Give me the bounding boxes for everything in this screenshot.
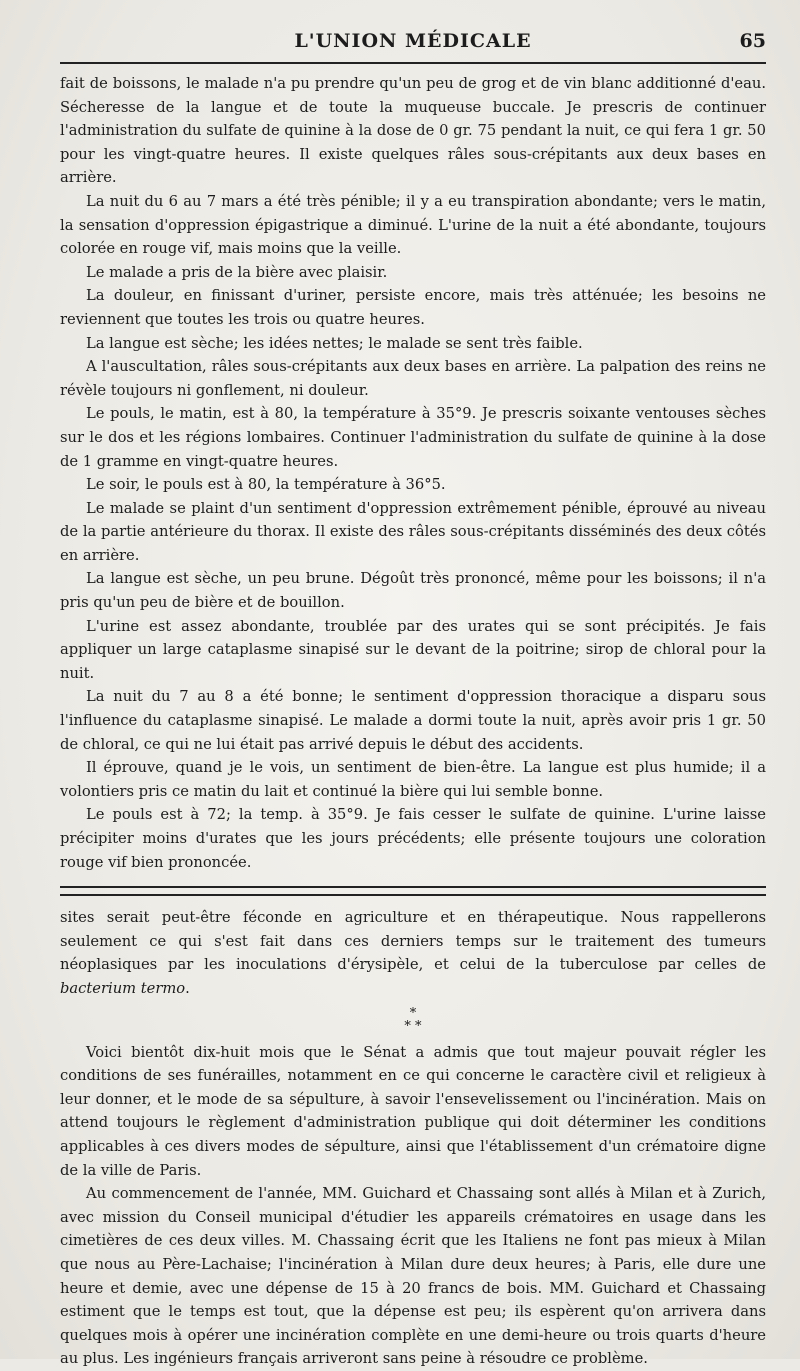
- paragraph: L'urine est assez abondante, troublée par des urates qui se sont précipités. Je fais appliquer un large cataplasme sinapisé sur le devant de la poitrine; sirop de chloral pour la nuit.: [60, 617, 766, 682]
- paragraph: Le malade a pris de la bière avec plaisir.: [86, 263, 388, 281]
- asterism-bottom: * *: [404, 1018, 422, 1034]
- opening-text: sites serait peut-être féconde en agriculture et en thérapeutique. Nous rappellerons seulement ce qui s'est fait dans ces derniers temps sur le traitement des tumeurs néoplasiques par les inoculations d'érysipèle, et celui de la tuberculose par celles de: [60, 909, 766, 974]
- paragraph: Le malade se plaint d'un sentiment d'oppression extrêmement pénible, éprouvé au niveau de la partie antérieure du thorax. Il existe des râles sous-crépitants disséminés des deux côtés en arrière.: [60, 499, 766, 564]
- page-header: [60, 26, 766, 64]
- paragraph: La langue est sèche; les idées nettes; le malade se sent très faible.: [86, 334, 583, 352]
- paragraph: La langue est sèche, un peu brune. Dégoût très prononcé, même pour les boissons; il n'a pris qu'un peu de bière et de bouillon.: [60, 570, 766, 612]
- opening-paragraph: [60, 906, 766, 1000]
- paragraph: Le soir, le pouls est à 80, la température à 36°5.: [86, 476, 446, 494]
- paragraph: La nuit du 6 au 7 mars a été très pénible; il y a eu transpiration abondante; vers le matin, la sensation d'oppression épigastrique a diminué. L'urine de la nuit a été abondante, toujours colorée en rouge vif, mais moins que la veille.: [60, 192, 766, 258]
- section-divider: [60, 886, 766, 896]
- paragraph: Au commencement de l'année, MM. Guichard et Chassaing sont allés à Milan et à Zurich, avec mission du Conseil municipal d'étudier les appareils crématoires en usage dans les cimetières de ces deux villes. M. Chassaing écrit que les Italiens ne font pas mieux à Milan que nous au Père-Lachaise; l'incinération à Milan dure deux heures; à Paris, elle dure une heure et demie, avec une dépense de 15 à 20 francs de bois. MM. Guichard et Chassaing estiment que le temps est tout, que la dépense est peu; ils espèrent qu'on arrivera dans quelques mois à opérer une incinération complète en une demi-heure ou trois quarts d'heure au plus. Les ingénieurs français arriveront sans peine à résoudre ce problème.: [60, 1185, 766, 1368]
- paragraph: La douleur, en finissant d'uriner, persiste encore, mais très atténuée; les besoins ne reviennent que toutes les trois ou quatre heures.: [60, 287, 766, 328]
- paragraph: Le pouls est à 72; la temp. à 35°9. Je fais cesser le sulfate de quinine. L'urine laisse précipiter moins d'urates que les jours précédents; elle présente toujours une coloration rouge vif bien prononcée.: [60, 806, 766, 871]
- opening-end: .: [185, 979, 190, 997]
- paragraph: fait de boissons, le malade n'a pu prendre qu'un peu de grog et de vin blanc additionné d'eau. Sécheresse de la langue et de toute la muqueuse buccale. Je prescris de continuer l'administration du sulfate de quinine à la dose de 0 gr. 75 pendant la nuit, ce qui fera 1 gr. 50 pour les vingt-quatre heures. Il existe quelques râles sous-crépitants aux deux bases en arrière.: [60, 75, 766, 187]
- paragraph: Il éprouve, quand je le vois, un sentiment de bien-être. La langue est plus humide; il a volontiers pris ce matin du lait et continué la bière qui lui semble bonne.: [60, 759, 766, 800]
- asterism-top: *: [409, 1005, 417, 1021]
- running-title: L'UNION MÉDICALE: [294, 30, 532, 52]
- lower-section: [60, 906, 766, 1371]
- upper-section: [60, 72, 766, 874]
- paragraph: La nuit du 7 au 8 a été bonne; le sentiment d'oppression thoracique a disparu sous l'influence du cataplasme sinapisé. Le malade a dormi toute la nuit, après avoir pris 1 gr. 50 de chloral, ce qui ne lui était pas arrivé depuis le début des accidents.: [60, 688, 766, 753]
- paragraph: A l'auscultation, râles sous-crépitants aux deux bases en arrière. La palpation des reins ne révèle toujours ni gonflement, ni douleur.: [60, 358, 766, 399]
- page-number: 65: [739, 30, 766, 52]
- opening-italic: bacterium termo: [60, 979, 186, 997]
- paragraph: Voici bientôt dix-huit mois que le Sénat a admis que tout majeur pouvait régler les conditions de ses funérailles, notamment en ce qui concerne le caractère civil et religieux à leur donner, et le mode de sa sépulture, à savoir l'ensevelissement ou l'incinération. Mais on attend toujours le règlement d'administration publique qui doit déterminer les conditions applicables à ces divers modes de sépulture, ainsi que l'établissement d'un crématoire digne de la ville de Paris.: [60, 1043, 766, 1179]
- paragraph: Le pouls, le matin, est à 80, la température à 35°9. Je prescris soixante ventouses sèches sur le dos et les régions lombaires. Continuer l'administration du sulfate de quinine à la dose de 1 gramme en vingt-quatre heures.: [60, 405, 766, 470]
- asterism: [60, 1007, 766, 1033]
